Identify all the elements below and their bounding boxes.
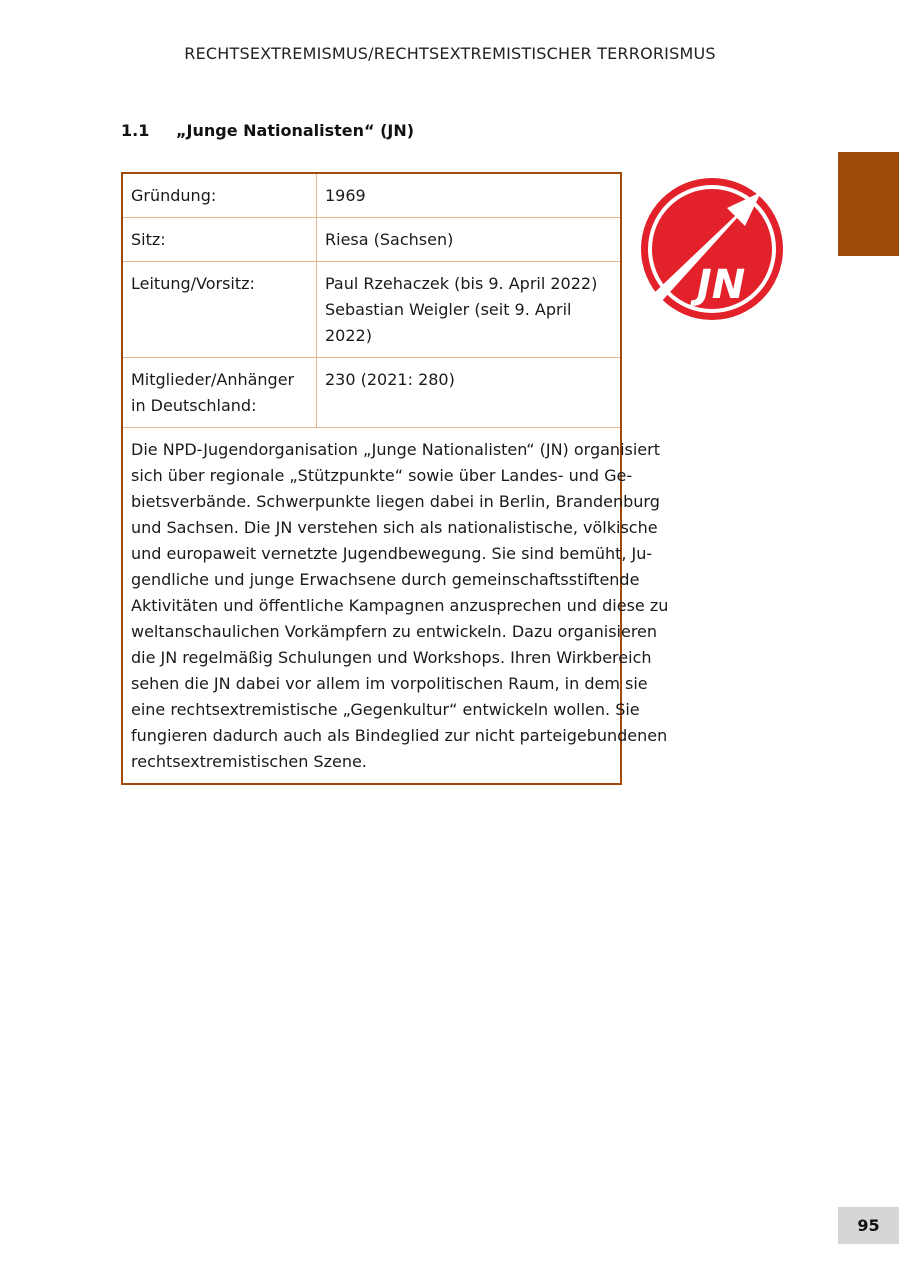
fact-row-members — [123, 358, 620, 428]
description-line: sehen die JN dabei vor allem im vorpolitischen Raum, in dem sie — [131, 674, 648, 693]
description-line: Die NPD-Jugendorganisation „Junge Nationalisten“ (JN) organisiert — [131, 440, 660, 459]
logo-text: JN — [696, 262, 746, 308]
fact-value-line: Riesa (Sachsen) — [325, 230, 454, 249]
fact-value-line: 230 (2021: 280) — [325, 370, 455, 389]
fact-row-leadership — [123, 262, 620, 358]
section-title: „Junge Nationalisten“ (JN) — [176, 121, 415, 140]
description-line: und europaweit vernetzte Jugendbewegung. Sie sind bemüht, Ju- — [131, 544, 653, 563]
description-line: rechtsextremistischen Szene. — [131, 752, 367, 771]
description-line: fungieren dadurch auch als Bindeglied zur nicht parteigebundenen — [131, 726, 668, 745]
fact-value — [317, 262, 621, 358]
section-number: 1.1 — [121, 121, 150, 140]
fact-description — [123, 428, 669, 783]
fact-box — [121, 172, 669, 785]
fact-row-founding — [123, 174, 620, 218]
fact-value-line: Paul Rzehaczek (bis 9. April 2022) — [325, 274, 598, 293]
running-header: RECHTSEXTREMISMUS/RECHTSEXTREMISTISCHER TERRORISMUS — [184, 44, 716, 63]
description-line: Aktivitäten und öffentliche Kampagnen anzusprechen und diese zu — [131, 596, 669, 615]
fact-label-line: Sitz: — [131, 230, 166, 249]
description-line: sich über regionale „Stützpunkte“ sowie über Landes- und Ge- — [131, 466, 633, 485]
fact-value — [317, 174, 621, 218]
fact-label — [123, 174, 317, 218]
fact-label-line: Gründung: — [131, 186, 217, 205]
description-line: die JN regelmäßig Schulungen und Workshops. Ihren Wirkbereich — [131, 648, 652, 667]
fact-label — [123, 262, 317, 358]
description-line: gendliche und junge Erwachsene durch gemeinschaftsstiftende — [131, 570, 640, 589]
fact-label-line: in Deutschland: — [131, 396, 257, 415]
description-line: und Sachsen. Die JN verstehen sich als nationalistische, völkische — [131, 518, 658, 537]
chapter-tab — [838, 152, 899, 256]
fact-label — [123, 358, 317, 428]
fact-value — [317, 358, 621, 428]
fact-table — [123, 174, 620, 428]
fact-value-line: Sebastian Weigler (seit 9. April 2022) — [325, 300, 572, 345]
fact-label — [123, 218, 317, 262]
description-line: eine rechtsextremistische „Gegenkultur“ entwickeln wollen. Sie — [131, 700, 640, 719]
fact-value-line: 1969 — [325, 186, 366, 205]
fact-label-line: Mitglieder/Anhänger — [131, 370, 295, 389]
jn-logo — [639, 176, 785, 322]
description-line: weltanschaulichen Vorkämpfern zu entwickeln. Dazu organisieren — [131, 622, 658, 641]
fact-row-seat — [123, 218, 620, 262]
page-number: 95 — [838, 1207, 899, 1244]
section-heading — [121, 121, 414, 140]
fact-label-line: Leitung/Vorsitz: — [131, 274, 255, 293]
fact-value — [317, 218, 621, 262]
description-line: bietsverbände. Schwerpunkte liegen dabei in Berlin, Brandenburg — [131, 492, 660, 511]
